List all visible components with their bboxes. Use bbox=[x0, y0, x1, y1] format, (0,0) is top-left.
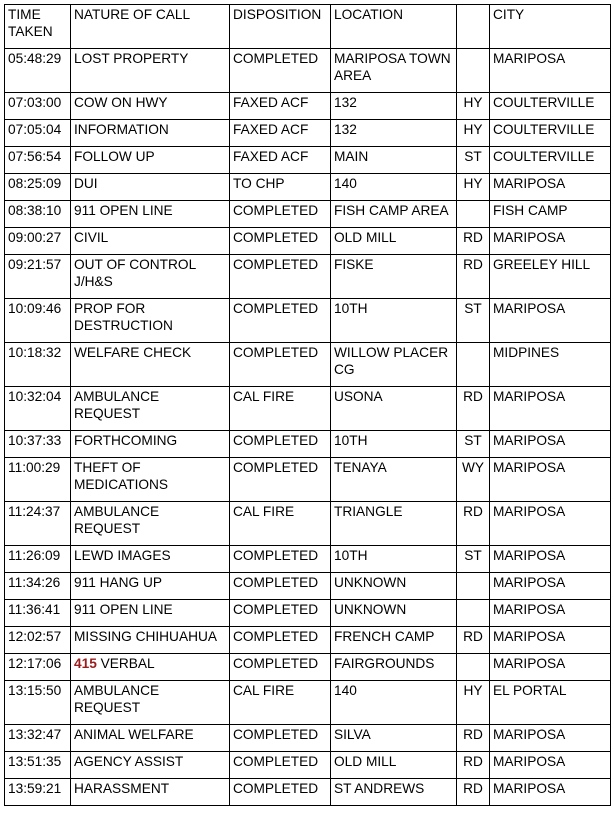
cell-street-suffix bbox=[457, 343, 490, 387]
cell-location: OLD MILL bbox=[331, 752, 457, 779]
table-row bbox=[5, 654, 611, 681]
table-row bbox=[5, 201, 611, 228]
cell-city: MARIPOSA bbox=[490, 387, 611, 431]
table-row bbox=[5, 431, 611, 458]
table-row bbox=[5, 387, 611, 431]
cell-disposition: COMPLETED bbox=[230, 752, 331, 779]
cell-time: 11:36:41 bbox=[5, 600, 71, 627]
cell-nature: FOLLOW UP bbox=[71, 147, 230, 174]
header-row bbox=[5, 5, 611, 49]
cell-nature: LEWD IMAGES bbox=[71, 546, 230, 573]
cell-disposition: COMPLETED bbox=[230, 654, 331, 681]
cell-disposition: COMPLETED bbox=[230, 573, 331, 600]
cell-disposition: COMPLETED bbox=[230, 299, 331, 343]
cell-city: MARIPOSA bbox=[490, 546, 611, 573]
cell-nature: PROP FOR DESTRUCTION bbox=[71, 299, 230, 343]
table-row bbox=[5, 93, 611, 120]
cell-time: 07:03:00 bbox=[5, 93, 71, 120]
table-row bbox=[5, 49, 611, 93]
cell-city: COULTERVILLE bbox=[490, 147, 611, 174]
cell-disposition: COMPLETED bbox=[230, 228, 331, 255]
cell-location: USONA bbox=[331, 387, 457, 431]
cell-nature: AGENCY ASSIST bbox=[71, 752, 230, 779]
column-header-disposition: DISPOSITION bbox=[230, 5, 331, 49]
cell-nature: HARASSMENT bbox=[71, 779, 230, 806]
cell-location: UNKNOWN bbox=[331, 573, 457, 600]
cell-street-suffix bbox=[457, 573, 490, 600]
table-row bbox=[5, 502, 611, 546]
cell-time: 13:15:50 bbox=[5, 681, 71, 725]
cell-street-suffix: RD bbox=[457, 725, 490, 752]
cell-city: MIDPINES bbox=[490, 343, 611, 387]
table-row bbox=[5, 147, 611, 174]
cell-disposition: CAL FIRE bbox=[230, 387, 331, 431]
cell-location: WILLOW PLACER CG bbox=[331, 343, 457, 387]
cell-location: 10TH bbox=[331, 431, 457, 458]
cell-location: 140 bbox=[331, 681, 457, 725]
cell-nature: FORTHCOMING bbox=[71, 431, 230, 458]
cell-disposition: CAL FIRE bbox=[230, 681, 331, 725]
cell-time: 11:34:26 bbox=[5, 573, 71, 600]
cell-city: MARIPOSA bbox=[490, 228, 611, 255]
cell-nature: AMBULANCE REQUEST bbox=[71, 681, 230, 725]
cell-disposition: FAXED ACF bbox=[230, 147, 331, 174]
table-row bbox=[5, 343, 611, 387]
cell-city: MARIPOSA bbox=[490, 752, 611, 779]
cell-street-suffix: HY bbox=[457, 93, 490, 120]
cell-street-suffix: RD bbox=[457, 255, 490, 299]
cell-city: MARIPOSA bbox=[490, 431, 611, 458]
cell-location: UNKNOWN bbox=[331, 600, 457, 627]
cell-time: 09:00:27 bbox=[5, 228, 71, 255]
cell-nature: LOST PROPERTY bbox=[71, 49, 230, 93]
column-header-location: LOCATION bbox=[331, 5, 457, 49]
cell-nature: 911 OPEN LINE bbox=[71, 600, 230, 627]
cell-location: 140 bbox=[331, 174, 457, 201]
cell-nature: OUT OF CONTROL J/H&S bbox=[71, 255, 230, 299]
cell-disposition: COMPLETED bbox=[230, 627, 331, 654]
call-log-header bbox=[5, 5, 611, 49]
cell-street-suffix: ST bbox=[457, 546, 490, 573]
cell-time: 13:32:47 bbox=[5, 725, 71, 752]
cell-location: MAIN bbox=[331, 147, 457, 174]
cell-disposition: TO CHP bbox=[230, 174, 331, 201]
cell-disposition: COMPLETED bbox=[230, 255, 331, 299]
cell-location: TRIANGLE bbox=[331, 502, 457, 546]
cell-city: MARIPOSA bbox=[490, 725, 611, 752]
cell-city: GREELEY HILL bbox=[490, 255, 611, 299]
cell-location: 132 bbox=[331, 93, 457, 120]
nature-text: VERBAL bbox=[100, 656, 155, 671]
cell-nature: COW ON HWY bbox=[71, 93, 230, 120]
cell-location: FISKE bbox=[331, 255, 457, 299]
penal-code: 415 bbox=[74, 656, 97, 671]
table-row bbox=[5, 681, 611, 725]
table-row bbox=[5, 228, 611, 255]
cell-street-suffix: HY bbox=[457, 681, 490, 725]
cell-nature: AMBULANCE REQUEST bbox=[71, 387, 230, 431]
cell-location: 10TH bbox=[331, 299, 457, 343]
column-header-nature: NATURE OF CALL bbox=[71, 5, 230, 49]
cell-nature: 911 HANG UP bbox=[71, 573, 230, 600]
cell-street-suffix: HY bbox=[457, 120, 490, 147]
column-header-suffix bbox=[457, 5, 490, 49]
cell-location: TENAYA bbox=[331, 458, 457, 502]
cell-street-suffix: RD bbox=[457, 502, 490, 546]
cell-nature: MISSING CHIHUAHUA bbox=[71, 627, 230, 654]
cell-nature: ANIMAL WELFARE bbox=[71, 725, 230, 752]
cell-street-suffix bbox=[457, 600, 490, 627]
cell-city: MARIPOSA bbox=[490, 458, 611, 502]
cell-city: FISH CAMP bbox=[490, 201, 611, 228]
cell-city: MARIPOSA bbox=[490, 49, 611, 93]
cell-nature: DUI bbox=[71, 174, 230, 201]
cell-disposition: COMPLETED bbox=[230, 201, 331, 228]
table-row bbox=[5, 627, 611, 654]
cell-time: 13:51:35 bbox=[5, 752, 71, 779]
cell-street-suffix: ST bbox=[457, 147, 490, 174]
cell-street-suffix bbox=[457, 49, 490, 93]
cell-city: MARIPOSA bbox=[490, 502, 611, 546]
cell-disposition: FAXED ACF bbox=[230, 120, 331, 147]
cell-street-suffix: RD bbox=[457, 752, 490, 779]
cell-time: 08:25:09 bbox=[5, 174, 71, 201]
cell-city: MARIPOSA bbox=[490, 299, 611, 343]
table-row bbox=[5, 600, 611, 627]
cell-street-suffix: RD bbox=[457, 779, 490, 806]
cell-nature: 911 OPEN LINE bbox=[71, 201, 230, 228]
cell-location: 10TH bbox=[331, 546, 457, 573]
cell-street-suffix: ST bbox=[457, 431, 490, 458]
call-log-body bbox=[5, 49, 611, 806]
cell-street-suffix: RD bbox=[457, 387, 490, 431]
cell-time: 11:24:37 bbox=[5, 502, 71, 546]
cell-location: 132 bbox=[331, 120, 457, 147]
cell-city: MARIPOSA bbox=[490, 573, 611, 600]
cell-location: FRENCH CAMP bbox=[331, 627, 457, 654]
call-log-table bbox=[4, 4, 611, 806]
cell-street-suffix bbox=[457, 654, 490, 681]
cell-time: 05:48:29 bbox=[5, 49, 71, 93]
cell-time: 10:18:32 bbox=[5, 343, 71, 387]
cell-city: MARIPOSA bbox=[490, 779, 611, 806]
cell-nature: INFORMATION bbox=[71, 120, 230, 147]
cell-disposition: COMPLETED bbox=[230, 431, 331, 458]
table-row bbox=[5, 174, 611, 201]
cell-nature: AMBULANCE REQUEST bbox=[71, 502, 230, 546]
cell-city: COULTERVILLE bbox=[490, 93, 611, 120]
cell-street-suffix: RD bbox=[457, 228, 490, 255]
table-row bbox=[5, 546, 611, 573]
cell-nature: CIVIL bbox=[71, 228, 230, 255]
cell-nature: THEFT OF MEDICATIONS bbox=[71, 458, 230, 502]
cell-disposition: COMPLETED bbox=[230, 458, 331, 502]
cell-time: 07:05:04 bbox=[5, 120, 71, 147]
table-row bbox=[5, 779, 611, 806]
cell-city: MARIPOSA bbox=[490, 600, 611, 627]
table-row bbox=[5, 752, 611, 779]
cell-time: 13:59:21 bbox=[5, 779, 71, 806]
cell-disposition: COMPLETED bbox=[230, 343, 331, 387]
cell-city: COULTERVILLE bbox=[490, 120, 611, 147]
cell-location: ST ANDREWS bbox=[331, 779, 457, 806]
table-row bbox=[5, 573, 611, 600]
cell-location: OLD MILL bbox=[331, 228, 457, 255]
table-row bbox=[5, 120, 611, 147]
cell-time: 12:02:57 bbox=[5, 627, 71, 654]
cell-location: FAIRGROUNDS bbox=[331, 654, 457, 681]
cell-time: 10:37:33 bbox=[5, 431, 71, 458]
cell-location: FISH CAMP AREA bbox=[331, 201, 457, 228]
cell-location: MARIPOSA TOWN AREA bbox=[331, 49, 457, 93]
cell-time: 10:32:04 bbox=[5, 387, 71, 431]
table-row bbox=[5, 725, 611, 752]
cell-time: 09:21:57 bbox=[5, 255, 71, 299]
cell-time: 11:00:29 bbox=[5, 458, 71, 502]
table-row bbox=[5, 255, 611, 299]
cell-street-suffix: RD bbox=[457, 627, 490, 654]
cell-street-suffix: WY bbox=[457, 458, 490, 502]
column-header-city: CITY bbox=[490, 5, 611, 49]
cell-disposition: COMPLETED bbox=[230, 49, 331, 93]
cell-street-suffix: HY bbox=[457, 174, 490, 201]
cell-location: SILVA bbox=[331, 725, 457, 752]
table-row bbox=[5, 299, 611, 343]
cell-street-suffix bbox=[457, 201, 490, 228]
cell-disposition: COMPLETED bbox=[230, 546, 331, 573]
cell-street-suffix: ST bbox=[457, 299, 490, 343]
cell-disposition: FAXED ACF bbox=[230, 93, 331, 120]
cell-city: MARIPOSA bbox=[490, 174, 611, 201]
cell-city: MARIPOSA bbox=[490, 654, 611, 681]
cell-nature bbox=[71, 654, 230, 681]
cell-time: 08:38:10 bbox=[5, 201, 71, 228]
cell-disposition: COMPLETED bbox=[230, 600, 331, 627]
cell-time: 12:17:06 bbox=[5, 654, 71, 681]
cell-disposition: CAL FIRE bbox=[230, 502, 331, 546]
column-header-time: TIME TAKEN bbox=[5, 5, 71, 49]
cell-disposition: COMPLETED bbox=[230, 725, 331, 752]
cell-time: 07:56:54 bbox=[5, 147, 71, 174]
cell-city: EL PORTAL bbox=[490, 681, 611, 725]
cell-time: 11:26:09 bbox=[5, 546, 71, 573]
cell-city: MARIPOSA bbox=[490, 627, 611, 654]
table-row bbox=[5, 458, 611, 502]
cell-disposition: COMPLETED bbox=[230, 779, 331, 806]
cell-time: 10:09:46 bbox=[5, 299, 71, 343]
cell-nature: WELFARE CHECK bbox=[71, 343, 230, 387]
